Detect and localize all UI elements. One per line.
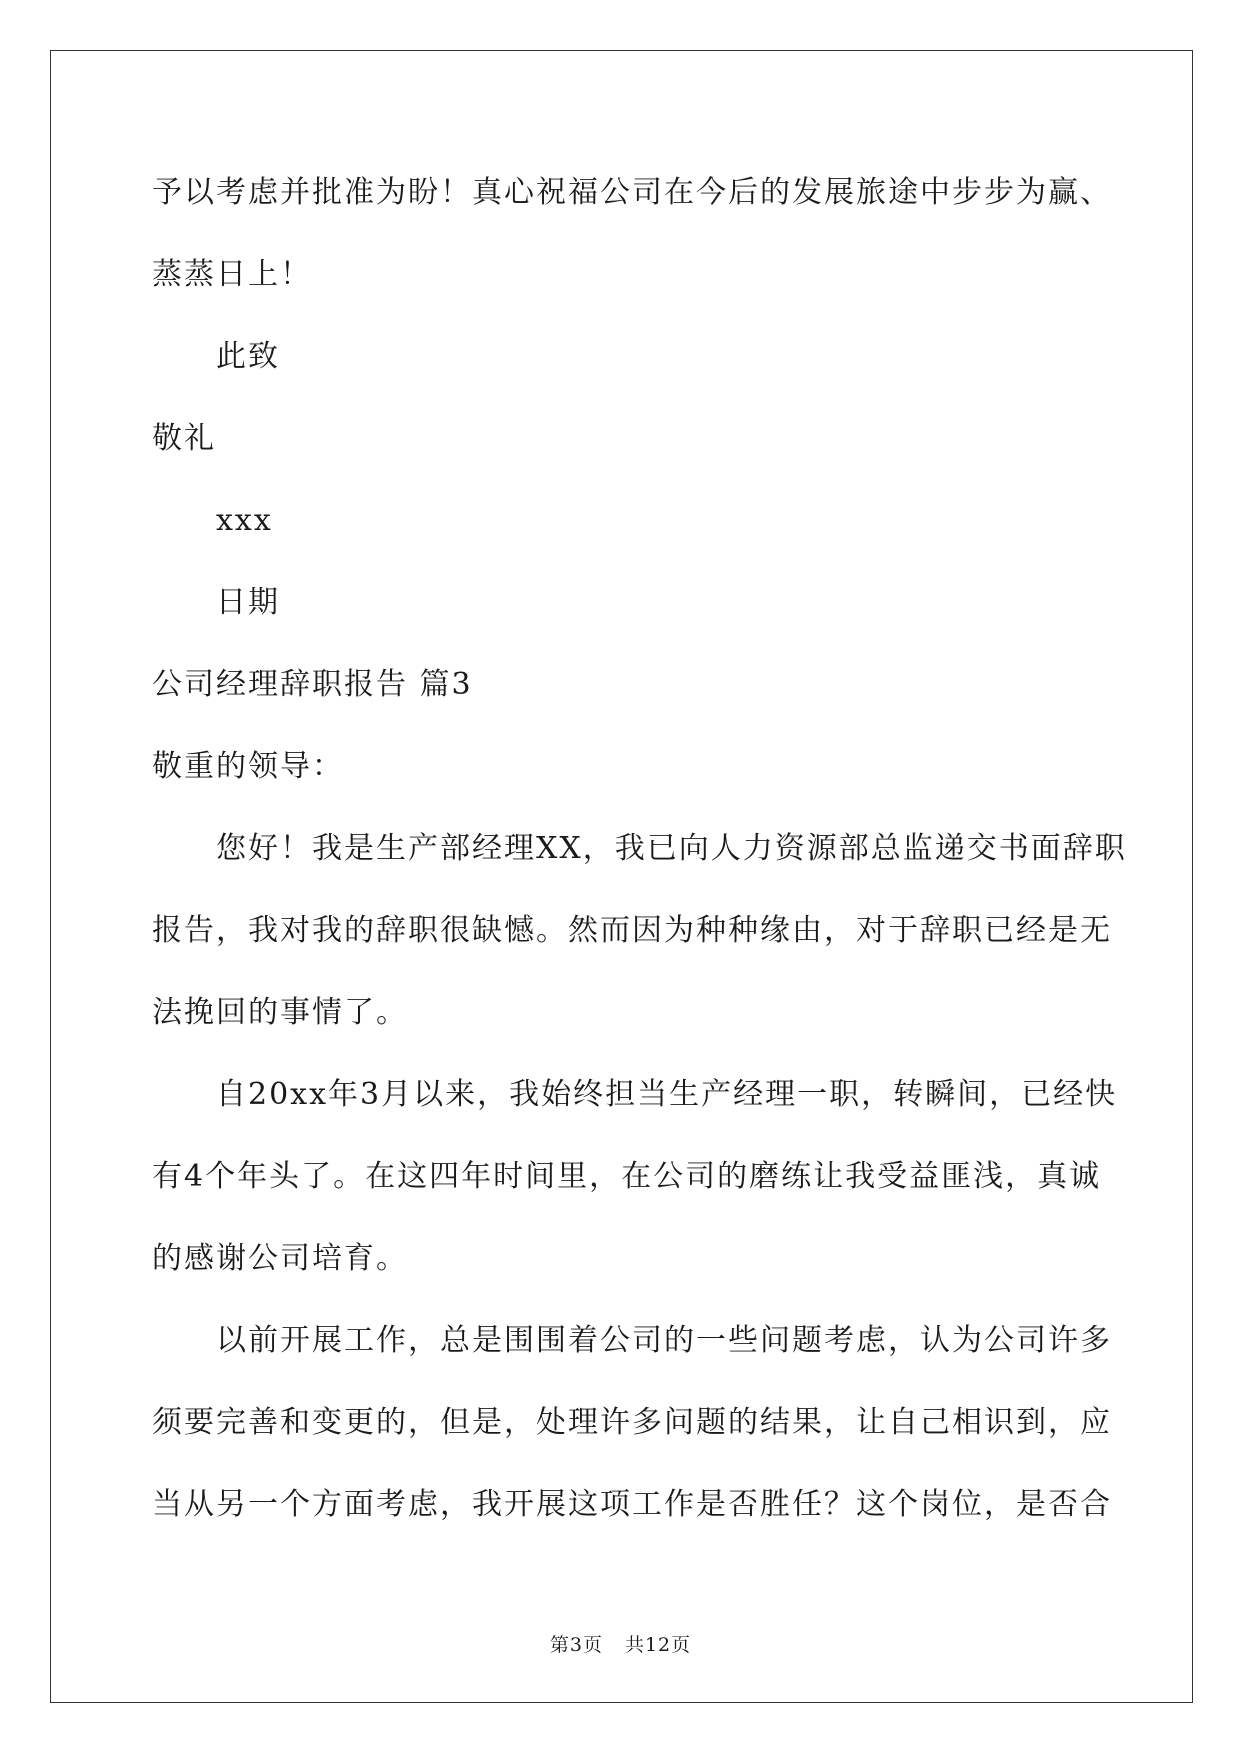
- text-line: 当从另一个方面考虑，我开展这项工作是否胜任？这个岗位，是否合: [152, 1487, 1112, 1522]
- page-total: 共12页: [624, 1634, 692, 1656]
- text-line: 予以考虑并批准为盼！真心祝福公司在今后的发展旅途中步步为赢、: [152, 175, 1112, 210]
- text-line: 报告，我对我的辞职很缺憾。然而因为种种缘由，对于辞职已经是无: [152, 913, 1112, 948]
- document-body: [152, 152, 1127, 1546]
- section-heading: 公司经理辞职报告 篇3: [152, 667, 473, 702]
- text-line: 法挽回的事情了。: [152, 995, 408, 1030]
- salutation-closing: 此致: [216, 339, 280, 374]
- text-line: 以前开展工作，总是围围着公司的一些问题考虑，认为公司许多: [216, 1323, 1112, 1358]
- text-line: 有4个年头了。在这四年时间里，在公司的磨练让我受益匪浅，真诚: [152, 1159, 1102, 1194]
- text-line: 您好！我是生产部经理XX，我已向人力资源部总监递交书面辞职: [216, 831, 1127, 866]
- letter-greeting: 敬重的领导：: [152, 749, 344, 784]
- signature-date: 日期: [216, 585, 280, 620]
- text-line: 自20xx年3月以来，我始终担当生产经理一职，转瞬间，已经快: [216, 1077, 1118, 1112]
- salutation-regards: 敬礼: [152, 421, 216, 456]
- page-footer: [0, 1630, 1241, 1657]
- page-number: 第3页: [549, 1634, 603, 1656]
- text-line: 蒸蒸日上！: [152, 257, 312, 292]
- signature-name: xxx: [216, 503, 273, 538]
- text-line: 须要完善和变更的，但是，处理许多问题的结果，让自己相识到，应: [152, 1405, 1112, 1440]
- text-line: 的感谢公司培育。: [152, 1241, 408, 1276]
